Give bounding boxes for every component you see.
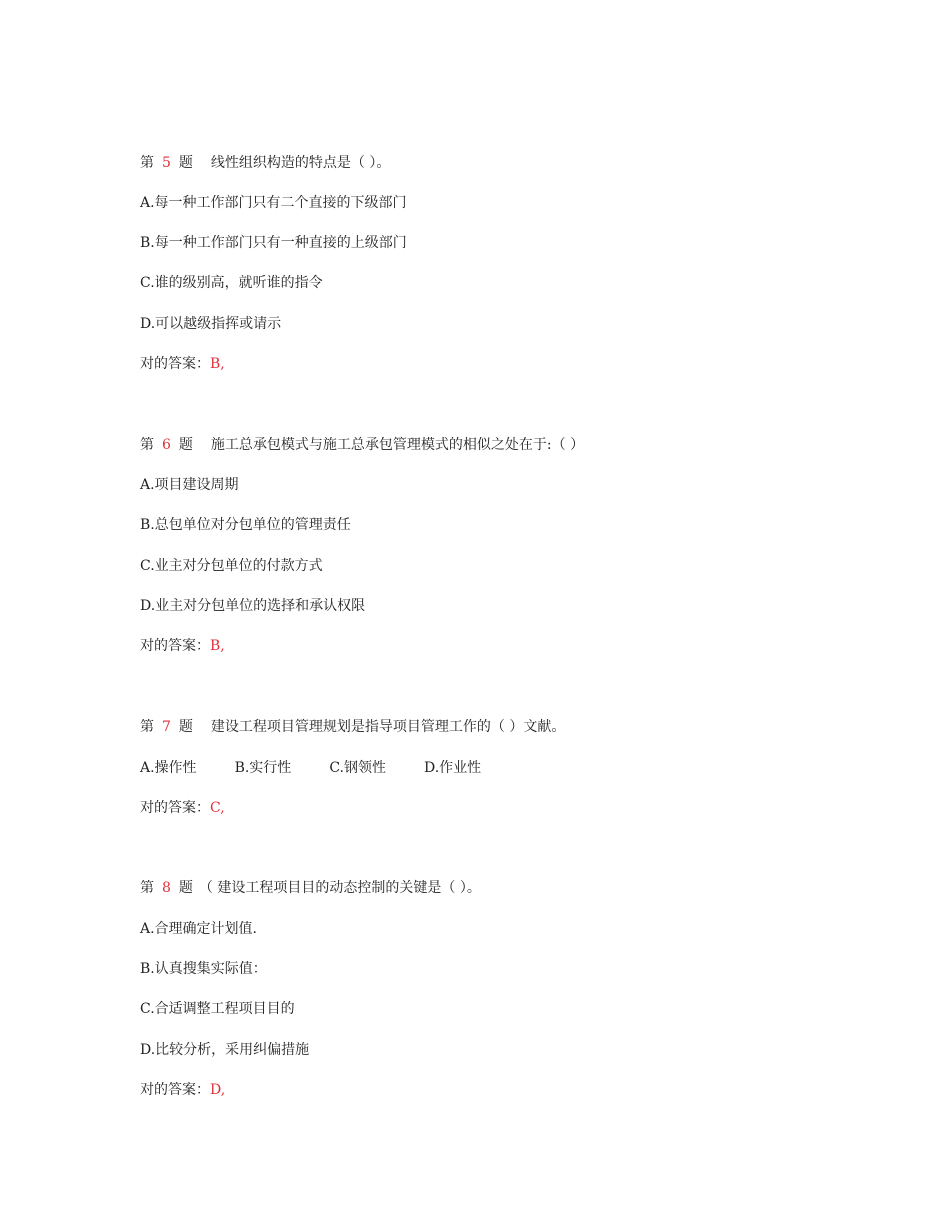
question-stem: 建设工程项目管理规划是指导项目管理工作的（ ）文献。 — [210, 719, 566, 735]
question-prefix: 第 — [140, 155, 154, 171]
answer-line — [140, 355, 225, 373]
answer-label: 对的答案： — [140, 1082, 210, 1098]
answer-line — [140, 1081, 225, 1099]
option-d: D.业主对分包单位的选择和承认权限 — [140, 598, 366, 614]
answer-line — [140, 637, 225, 655]
question-prefix: 第 — [140, 880, 154, 896]
option-c: C.钢领性 — [329, 760, 386, 776]
answer-value: B, — [210, 638, 225, 654]
question-number: 5 — [162, 155, 171, 171]
options-row — [140, 759, 481, 777]
answer-label: 对的答案： — [140, 800, 210, 816]
option-a: A.操作性 — [140, 760, 197, 776]
question-prefix: 第 — [140, 437, 154, 453]
option-b: B.认真搜集实际值： — [140, 961, 267, 977]
option-a: A.合理确定计划值. — [140, 921, 258, 937]
answer-label: 对的答案： — [140, 638, 210, 654]
option-b: B.每一种工作部门只有一种直接的上级部门 — [140, 235, 407, 251]
option-b: B.总包单位对分包单位的管理责任 — [140, 517, 351, 533]
answer-value: B, — [210, 356, 225, 372]
question-prefix: 第 — [140, 719, 154, 735]
question-header — [140, 879, 481, 897]
question-suffix: 题 — [178, 155, 193, 171]
option-d: D.比较分析，采用纠偏措施 — [140, 1042, 310, 1058]
question-header — [140, 436, 584, 454]
question-stem: （ 建设工程项目目的动态控制的关键是（ ）。 — [198, 880, 481, 896]
question-stem: 施工总承包模式与施工总承包管理模式的相似之处在于:（ ） — [210, 437, 585, 453]
option-c: C.谁的级别高，就听谁的指令 — [140, 275, 323, 291]
question-header — [140, 154, 390, 172]
answer-value: D, — [210, 1082, 226, 1098]
answer-line — [140, 799, 225, 817]
option-c: C.业主对分包单位的付款方式 — [140, 558, 323, 574]
option-a: A.每一种工作部门只有二个直接的下级部门 — [140, 195, 407, 211]
option-c: C.合适调整工程项目目的 — [140, 1001, 295, 1017]
question-stem: 线性组织构造的特点是（ ）。 — [210, 155, 391, 171]
question-number: 7 — [162, 719, 171, 735]
option-d: D.可以越级指挥或请示 — [140, 316, 282, 332]
answer-value: C, — [210, 800, 225, 816]
option-d: D.作业性 — [423, 760, 482, 776]
question-header — [140, 718, 565, 736]
question-number: 6 — [162, 437, 171, 453]
option-a: A.项目建设周期 — [140, 477, 239, 493]
answer-label: 对的答案： — [140, 356, 210, 372]
option-b: B.实行性 — [234, 760, 292, 776]
question-suffix: 题 — [178, 880, 193, 896]
question-number: 8 — [162, 880, 171, 896]
question-suffix: 题 — [178, 719, 193, 735]
question-suffix: 题 — [178, 437, 193, 453]
